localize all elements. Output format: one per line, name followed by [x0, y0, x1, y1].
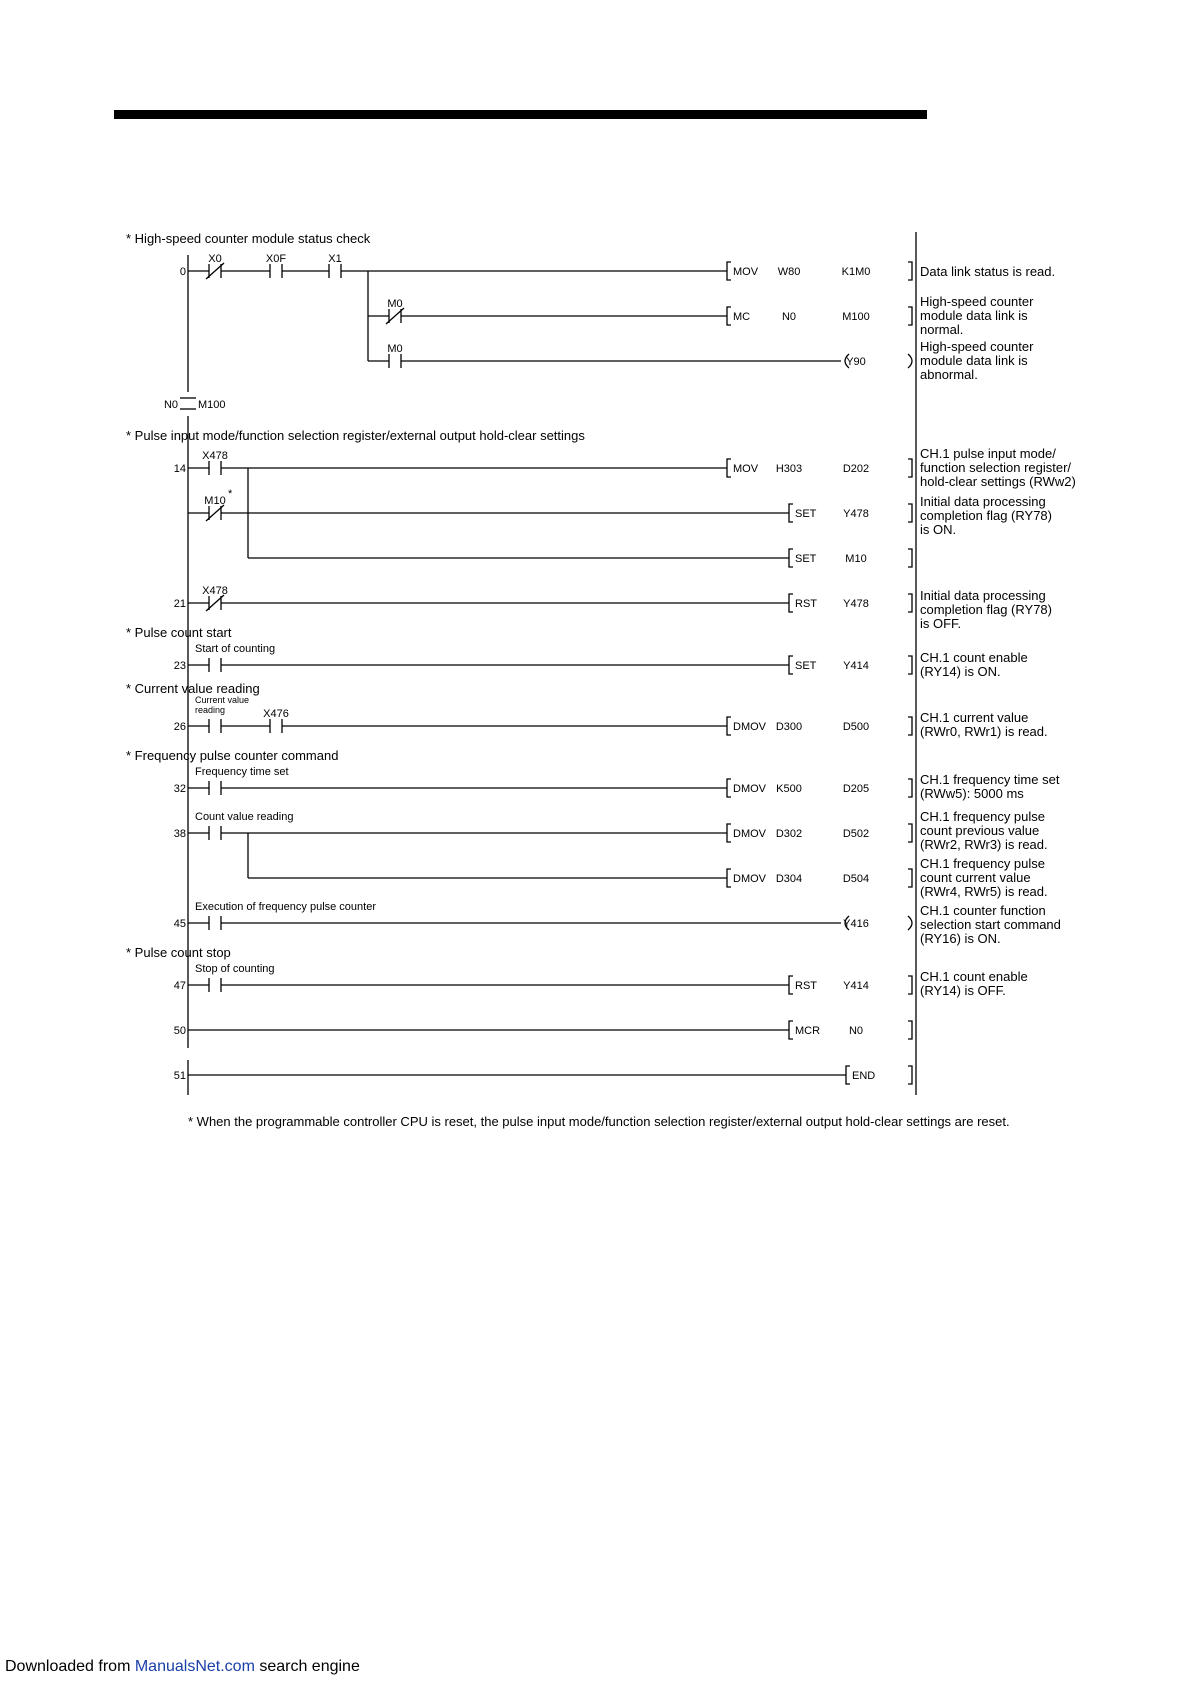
section-heading: * Current value reading [126, 681, 260, 696]
rung-comment: (RY14) is OFF. [920, 983, 1006, 998]
contact-label: X478 [202, 585, 228, 597]
footer-suffix: search engine [254, 1658, 360, 1675]
contact-description: Start of counting [195, 643, 276, 655]
instruction-operand: M100 [842, 311, 870, 323]
instruction-operand: D502 [842, 828, 870, 840]
rung-comment: completion flag (RY78) [920, 508, 1052, 523]
instruction-op: DMOV [733, 828, 766, 840]
section-heading: * Pulse count stop [126, 945, 231, 960]
step-number: 32 [173, 783, 186, 795]
contact-m0-nc [386, 308, 404, 324]
rung-comment: (RWr4, RWr5) is read. [920, 884, 1048, 899]
rung-comment: normal. [920, 322, 964, 337]
contact-stop-counting [209, 978, 221, 992]
contact-label: M0 [387, 298, 403, 310]
contact-description: Current value [195, 695, 250, 705]
contact-current-value-reading [209, 719, 221, 733]
footer-prefix: Downloaded from [5, 1658, 135, 1675]
rung-comment: (RY14) is ON. [920, 664, 1001, 679]
instruction-op: DMOV [733, 721, 766, 733]
instruction-operand: D300 [775, 721, 803, 733]
instruction-op: SET [795, 660, 817, 672]
contact-x476 [270, 719, 282, 733]
instruction-op: SET [795, 553, 817, 565]
instruction-operand: Y414 [843, 660, 869, 672]
rung-comment: Initial data processing [920, 588, 1046, 603]
rung-comment: completion flag (RY78) [920, 602, 1052, 617]
coil-label: Y416 [843, 918, 869, 930]
rung-comment: is OFF. [920, 616, 962, 631]
instruction-operand: K1M0 [841, 266, 871, 278]
instruction-operand: D202 [842, 463, 870, 475]
step-number: 50 [173, 1025, 186, 1037]
section-heading: * Pulse input mode/function selection register/external output hold-clear settings [126, 428, 585, 443]
contact-description: Frequency time set [195, 766, 289, 778]
instruction-operand: Y478 [843, 508, 869, 520]
instruction-operand: D205 [842, 783, 870, 795]
rung-comment: CH.1 count enable [920, 650, 1028, 665]
rung-comment: (RWw5): 5000 ms [920, 786, 1024, 801]
instruction-operand: W80 [777, 266, 801, 278]
instruction-operand: N0 [781, 311, 797, 323]
rung-comment: (RWr2, RWr3) is read. [920, 837, 1048, 852]
rung-comment: CH.1 frequency pulse [920, 809, 1046, 824]
instruction-operand: D304 [775, 873, 803, 885]
rung-comment: CH.1 counter function [920, 903, 1046, 918]
contact-label: X0 [208, 253, 222, 265]
step-number: 38 [173, 828, 186, 840]
contact-x1 [329, 264, 341, 278]
rung-comment: (RWr0, RWr1) is read. [920, 724, 1048, 739]
contact-label: M0 [387, 343, 403, 355]
contact-label: X478 [202, 450, 228, 462]
contact-description: Stop of counting [195, 963, 275, 975]
instruction-operand: D302 [775, 828, 803, 840]
contact-x478 [209, 461, 221, 475]
rung-comment: (RY16) is ON. [920, 931, 1001, 946]
rung-comment: count previous value [920, 823, 1040, 838]
download-footer [5, 1658, 360, 1676]
instruction-operand: H303 [775, 463, 803, 475]
rung-comment: CH.1 count enable [920, 969, 1028, 984]
rung-comment: function selection register/ [920, 460, 1072, 475]
contact-start-counting [209, 658, 221, 672]
manualsnet-link[interactable]: ManualsNet.com [134, 1658, 255, 1675]
instruction-operand: K500 [776, 783, 802, 795]
instruction-op: END [852, 1070, 876, 1082]
instruction-op: DMOV [733, 783, 766, 795]
instruction-operand: D504 [842, 873, 870, 885]
step-number: 14 [173, 463, 186, 475]
footnote-marker: * [228, 488, 233, 500]
contact-description: Execution of frequency pulse counter [195, 901, 377, 913]
rung-comment: CH.1 frequency time set [920, 772, 1060, 787]
rung-comments [920, 264, 1076, 998]
instruction-operand: M10 [845, 553, 867, 565]
rung-comment: High-speed counter [920, 294, 1034, 309]
instruction-op: SET [795, 508, 817, 520]
contact-frequency-time-set [209, 781, 221, 795]
rung-comment: Initial data processing [920, 494, 1046, 509]
rung-comment: High-speed counter [920, 339, 1034, 354]
contact-label: X0F [265, 253, 287, 265]
contact-description: Count value reading [195, 811, 294, 823]
rung-comment: Data link status is read. [920, 264, 1056, 279]
contact-description: reading [195, 705, 226, 715]
step-number: 23 [173, 660, 186, 672]
contact-label: X1 [328, 253, 342, 265]
rung-comment: count current value [920, 870, 1031, 885]
contact-label: M10 [204, 495, 226, 507]
section-heading: * Pulse count start [126, 625, 232, 640]
contact-x0f [270, 264, 282, 278]
instruction-op: MCR [795, 1025, 821, 1037]
instruction-op: MC [733, 311, 751, 323]
instruction-op: DMOV [733, 873, 766, 885]
rung-comment: CH.1 pulse input mode/ [920, 446, 1056, 461]
rung-comment: module data link is [920, 308, 1028, 323]
contact-x478-nc [206, 595, 224, 611]
contact-m0 [389, 354, 401, 368]
instruction-brackets [727, 262, 912, 1084]
contact-execution-frequency [209, 916, 221, 930]
instruction-op: MOV [733, 463, 759, 475]
rung-comment: abnormal. [920, 367, 978, 382]
footnote: * When the programmable controller CPU is reset, the pulse input mode/function selection register/external output hold-clear settings are reset. [188, 1114, 1010, 1129]
step-number: 45 [173, 918, 186, 930]
rung-comment: module data link is [920, 353, 1028, 368]
instruction-operand: Y478 [843, 598, 869, 610]
contact-label: X476 [263, 708, 289, 720]
contact-m10-nc [206, 505, 224, 521]
section-heading: * High-speed counter module status check [126, 231, 371, 246]
contact-x0-nc [206, 263, 224, 279]
rung-comment: is ON. [920, 522, 957, 537]
contact-count-value-reading [209, 826, 221, 840]
mc-label: N0 [163, 399, 178, 411]
coil-label: Y90 [846, 356, 866, 368]
step-number: 21 [173, 598, 186, 610]
step-number: 51 [173, 1070, 186, 1082]
instruction-operand: D500 [842, 721, 870, 733]
step-number: 47 [173, 980, 186, 992]
rung-comment: CH.1 current value [920, 710, 1029, 725]
rung-comment: selection start command [920, 917, 1061, 932]
instruction-operand: N0 [848, 1025, 864, 1037]
rung-comment: hold-clear settings (RWw2) [920, 474, 1076, 489]
mc-label: M100 [198, 399, 226, 411]
step-number: 0 [179, 266, 186, 278]
rung-comment: CH.1 frequency pulse [920, 856, 1046, 871]
instruction-op: RST [795, 980, 817, 992]
step-number: 26 [173, 721, 186, 733]
instruction-operand: Y414 [843, 980, 869, 992]
instruction-op: MOV [733, 266, 759, 278]
instruction-op: RST [795, 598, 817, 610]
section-heading: * Frequency pulse counter command [126, 748, 339, 763]
